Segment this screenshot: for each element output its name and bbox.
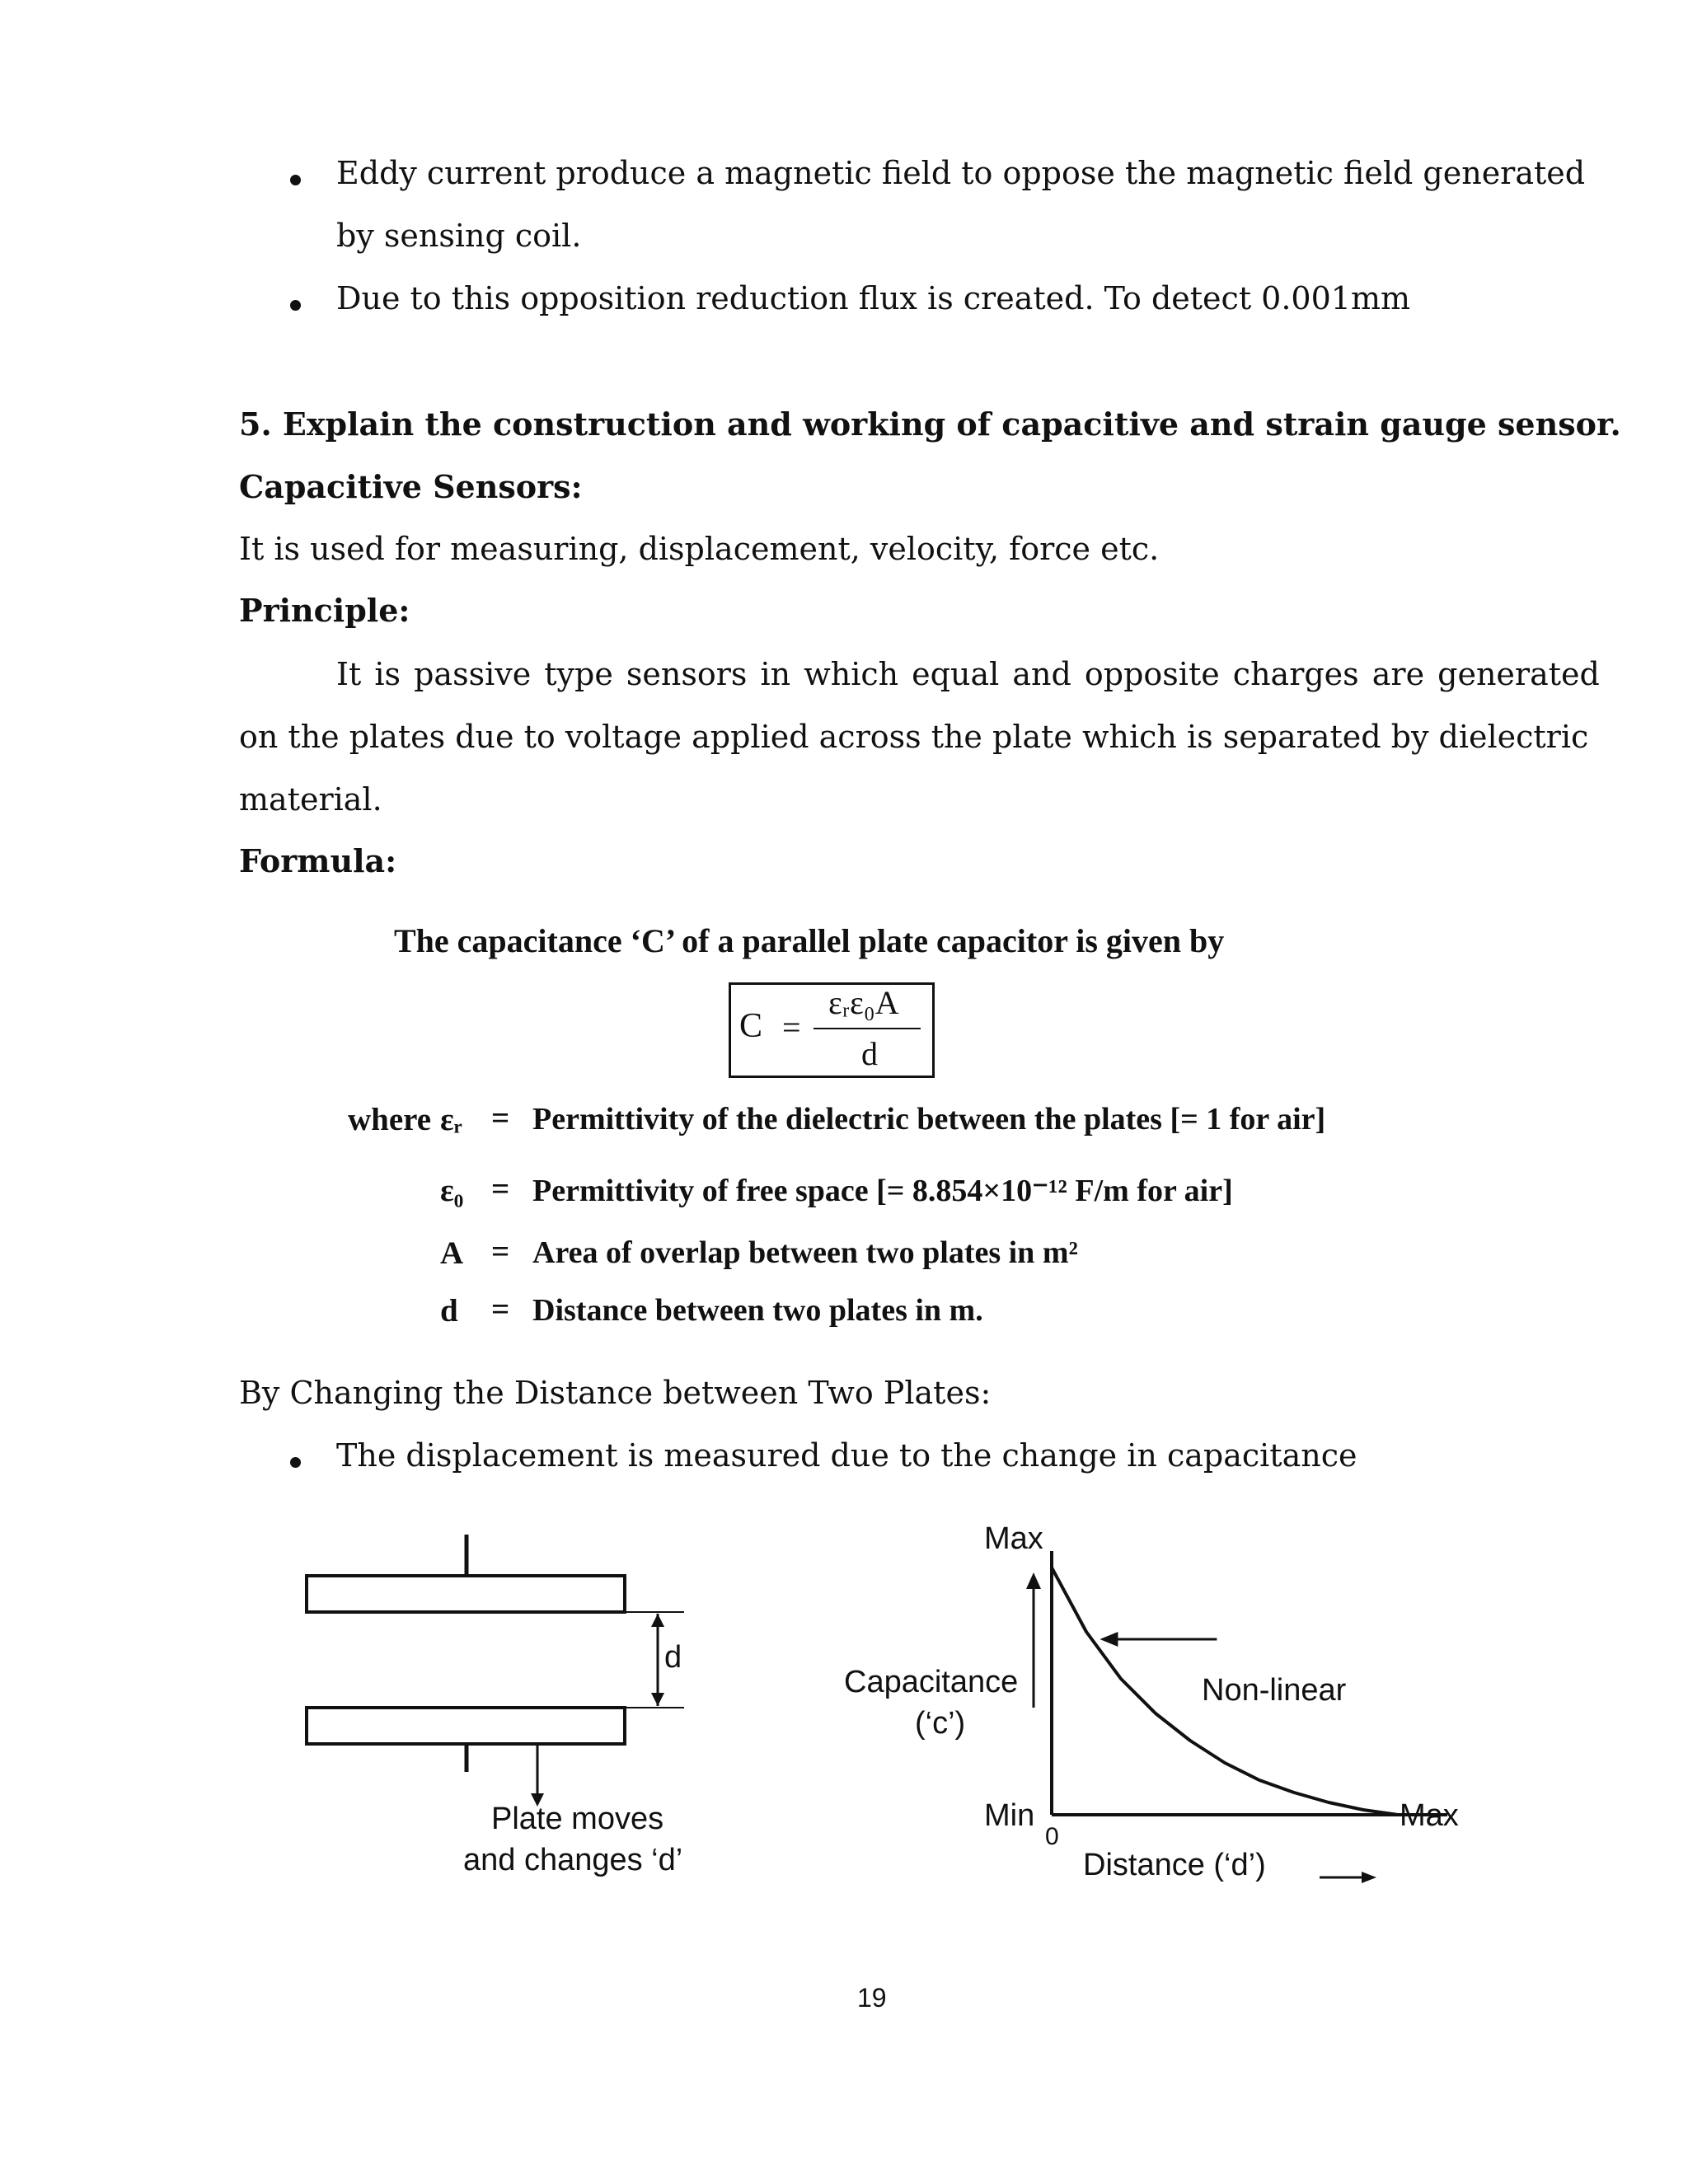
x-max-label: Max	[1400, 1798, 1459, 1833]
y-axis-label-unit: (‘c’)	[915, 1706, 966, 1741]
definition-symbol: εᵣ	[440, 1102, 462, 1137]
definition-text: Permittivity of free space [= 8.854×10⁻¹² F/m for air]	[532, 1174, 1233, 1208]
bullet-text: Eddy current produce a magnetic field to oppose the magnetic field generated	[336, 155, 1586, 191]
bullet-dot	[290, 300, 301, 311]
principle-line: on the plates due to voltage applied across the plate which is separated by dielectric	[239, 719, 1589, 755]
formula-denominator: d	[861, 1035, 878, 1072]
dimension-arrow-up	[651, 1614, 664, 1627]
y-min-label: Min	[984, 1798, 1035, 1833]
x-axis-label: Distance (‘d’)	[1083, 1848, 1266, 1882]
plate-caption-line1: Plate moves	[491, 1802, 664, 1836]
definition-symbol: A	[440, 1235, 464, 1271]
definition-eq: =	[491, 1171, 510, 1207]
principle-line: It is passive type sensors in which equal and opposite charges are generated	[336, 656, 1600, 692]
bullet-text: The displacement is measured due to the change in capacitance	[336, 1437, 1357, 1474]
fraction-bar	[814, 1028, 921, 1029]
bottom-plate	[307, 1708, 625, 1744]
page-number: 19	[857, 1983, 887, 2013]
where-label: where	[348, 1102, 432, 1137]
x-axis-arrow-head	[1362, 1872, 1376, 1883]
formula-eq: =	[782, 1009, 801, 1046]
definition-symbol: d	[440, 1293, 458, 1329]
bullet-dot	[290, 175, 301, 185]
bullet-dot	[290, 1457, 301, 1468]
definition-eq: =	[491, 1291, 510, 1327]
formula-numerator: εᵣε₀A	[828, 984, 899, 1021]
principle-heading: Principle:	[239, 592, 410, 629]
y-max-label: Max	[984, 1521, 1043, 1556]
definition-eq: =	[491, 1100, 510, 1136]
top-plate	[307, 1576, 625, 1612]
x-origin-label: 0	[1045, 1823, 1059, 1850]
definition-text: Distance between two plates in m.	[532, 1293, 983, 1328]
formula-lhs: C	[739, 1007, 763, 1045]
section-heading: Capacitive Sensors:	[239, 468, 583, 505]
question-heading: 5. Explain the construction and working of capacitive and strain gauge sensor.	[239, 405, 1621, 443]
formula-caption: The capacitance ‘C’ of a parallel plate capacitor is given by	[394, 922, 1225, 959]
formula-heading: Formula:	[239, 842, 397, 879]
method-line: By Changing the Distance between Two Plates:	[239, 1375, 992, 1411]
definition-text: Area of overlap between two plates in m²	[532, 1235, 1078, 1270]
y-axis-arrow-head	[1026, 1572, 1041, 1589]
bullet-text-continued: by sensing coil.	[336, 218, 582, 254]
definition-eq: =	[491, 1234, 510, 1269]
dimension-arrow-down	[651, 1693, 664, 1706]
curve-annotation: Non-linear	[1202, 1673, 1347, 1708]
y-axis-label: Capacitance	[844, 1665, 1019, 1699]
definition-symbol: ε₀	[440, 1173, 464, 1208]
principle-line: material.	[239, 781, 382, 818]
annotation-arrow-head	[1100, 1632, 1118, 1647]
definition-text: Permittivity of the dielectric between the plates [= 1 for air]	[532, 1102, 1326, 1137]
bullet-text: Due to this opposition reduction flux is created. To detect 0.001mm	[336, 280, 1411, 316]
gap-label: d	[664, 1640, 682, 1675]
formula-box	[729, 982, 935, 1078]
plate-caption-line2: and changes ‘d’	[463, 1843, 683, 1877]
intro-text: It is used for measuring, displacement, velocity, force etc.	[239, 531, 1160, 567]
